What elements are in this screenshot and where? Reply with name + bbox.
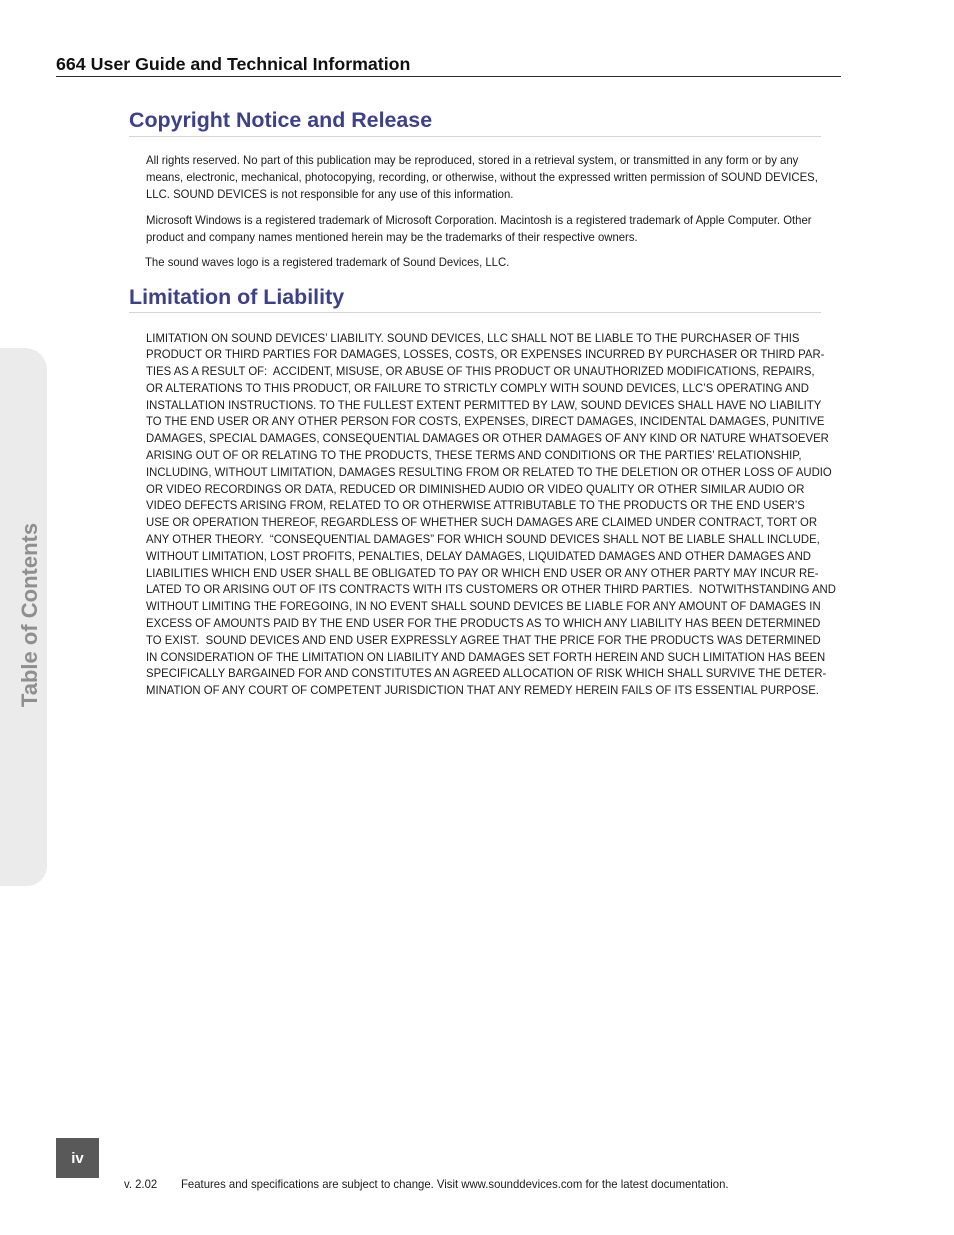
section-heading: Copyright Notice and Release <box>129 108 433 132</box>
footer-version: v. 2.02 <box>124 1177 158 1191</box>
text-line: INSTALLATION INSTRUCTIONS. TO THE FULLEST EXTENT PERMITTED BY LAW, SOUND DEVICES SHALL HAVE NO LIABILITY <box>146 397 822 412</box>
paragraph-rights-reserved <box>146 152 818 203</box>
text-line: PRODUCT OR THIRD PARTIES FOR DAMAGES, LOSSES, COSTS, OR EXPENSES INCURRED BY PURCHASER OR THIRD PAR- <box>146 347 825 362</box>
text-line: INCLUDING, WITHOUT LIMITATION, DAMAGES RESULTING FROM OR RELATED TO THE DELETION OR OTHER LOSS OF AUDIO <box>146 464 832 479</box>
text-line: All rights reserved. No part of this publication may be reproduced, stored in a retrieval system, or transmitted in any form or by any <box>146 153 799 167</box>
text-line: EXCESS OF AMOUNTS PAID BY THE END USER FOR THE PRODUCTS AS TO WHICH ANY LIABILITY HAS BEEN DETERMINED <box>146 616 821 631</box>
text-line: TO THE END USER OR ANY OTHER PERSON FOR COSTS, EXPENSES, DIRECT DAMAGES, INCIDENTAL DAMAGES, PUNITIVE <box>146 414 825 429</box>
text-line: LIABILITIES WHICH END USER SHALL BE OBLIGATED TO PAY OR WHICH END USER OR ANY OTHER PARTY MAY INCUR RE- <box>146 565 819 580</box>
text-line: LLC. SOUND DEVICES is not responsible for any use of this information. <box>146 187 514 201</box>
text-line: WITHOUT LIMITATION, LOST PROFITS, PENALTIES, DELAY DAMAGES, LIQUIDATED DAMAGES AND OTHER DAMAGES AND <box>146 548 811 563</box>
paragraph-logo-trademark <box>145 254 509 271</box>
text-line: USE OR OPERATION THEREOF, REGARDLESS OF WHETHER SUCH DAMAGES ARE CLAIMED UNDER CONTRACT, TORT OR <box>146 515 818 530</box>
side-tab-table-of-contents[interactable] <box>0 348 47 886</box>
text-line: SPECIFICALLY BARGAINED FOR AND CONSTITUTES AN AGREED ALLOCATION OF RISK WHICH SHALL SURVIVE THE DETER- <box>146 666 827 681</box>
page-number-badge <box>56 1138 99 1178</box>
text-line: VIDEO DEFECTS ARISING FROM, RELATED TO OR OTHERWISE ATTRIBUTABLE TO THE PRODUCTS OR THE END USER’S <box>146 498 805 513</box>
text-line: DAMAGES, SPECIAL DAMAGES, CONSEQUENTIAL DAMAGES OR OTHER DAMAGES OF ANY KIND OR NATURE WHATSOEVER <box>146 431 829 446</box>
text-line: ANY OTHER THEORY. “CONSEQUENTIAL DAMAGES” FOR WHICH SOUND DEVICES SHALL NOT BE LIABLE SHALL INCLUDE, <box>146 532 820 547</box>
text-line: IN CONSIDERATION OF THE LIMITATION ON LIABILITY AND DAMAGES SET FORTH HEREIN AND SUCH LIMITATION HAS BEEN <box>146 649 826 664</box>
text-line: The sound waves logo is a registered trademark of Sound Devices, LLC. <box>145 255 510 269</box>
footer-notice: Features and specifications are subject to change. Visit www.sounddevices.com for the latest documentation. <box>181 1177 729 1191</box>
text-line: LATED TO OR ARISING OUT OF ITS CONTRACTS WITH ITS CUSTOMERS OR OTHER THIRD PARTIES. NOTWITHSTANDING AND <box>146 582 836 597</box>
side-tab-label: Table of Contents <box>17 522 42 708</box>
header-rule <box>56 76 841 77</box>
text-line: OR ALTERATIONS TO THIS PRODUCT, OR FAILURE TO STRICTLY COMPLY WITH SOUND DEVICES, LLC’S OPERATING AND <box>146 380 809 395</box>
text-line: WITHOUT LIMITING THE FOREGOING, IN NO EVENT SHALL SOUND DEVICES BE LIABLE FOR ANY AMOUNT OF DAMAGES IN <box>146 599 821 614</box>
heading-rule <box>129 312 821 313</box>
text-line: TIES AS A RESULT OF: ACCIDENT, MISUSE, OR ABUSE OF THIS PRODUCT OR UNAUTHORIZED MODIFICATIONS, REPAIRS, <box>146 364 815 379</box>
text-line: ARISING OUT OF OR RELATING TO THE PRODUCTS, THESE TERMS AND CONDITIONS OR THE PARTIES’ RELATIONSHIP, <box>146 448 802 463</box>
text-line: product and company names mentioned herein may be the trademarks of their respective owners. <box>146 230 638 244</box>
text-line: means, electronic, mechanical, photocopying, recording, or otherwise, without the expressed written permission of SOUND DEVICES, <box>146 170 818 184</box>
page-number: iv <box>71 1149 84 1167</box>
text-line: MINATION OF ANY COURT OF COMPETENT JURISDICTION THAT ANY REMEDY HEREIN FAILS OF ITS ESSENTIAL PURPOSE. <box>146 683 819 698</box>
section-heading: Limitation of Liability <box>129 285 345 309</box>
running-header-title: 664 User Guide and Technical Information <box>56 54 411 74</box>
paragraph-trademarks <box>146 212 812 246</box>
text-line: OR VIDEO RECORDINGS OR DATA, REDUCED OR DIMINISHED AUDIO OR VIDEO QUALITY OR OTHER SIMILAR AUDIO OR <box>146 481 805 496</box>
text-line: TO EXIST. SOUND DEVICES AND END USER EXPRESSLY AGREE THAT THE PRICE FOR THE PRODUCTS WAS DETERMINED <box>146 632 821 647</box>
heading-rule <box>129 136 821 137</box>
paragraph-liability-terms <box>146 330 836 700</box>
text-line: LIMITATION ON SOUND DEVICES’ LIABILITY. SOUND DEVICES, LLC SHALL NOT BE LIABLE TO THE PURCHASER OF THIS <box>146 330 800 345</box>
text-line: Microsoft Windows is a registered trademark of Microsoft Corporation. Macintosh is a registered trademark of Apple Computer. Other <box>146 213 812 227</box>
